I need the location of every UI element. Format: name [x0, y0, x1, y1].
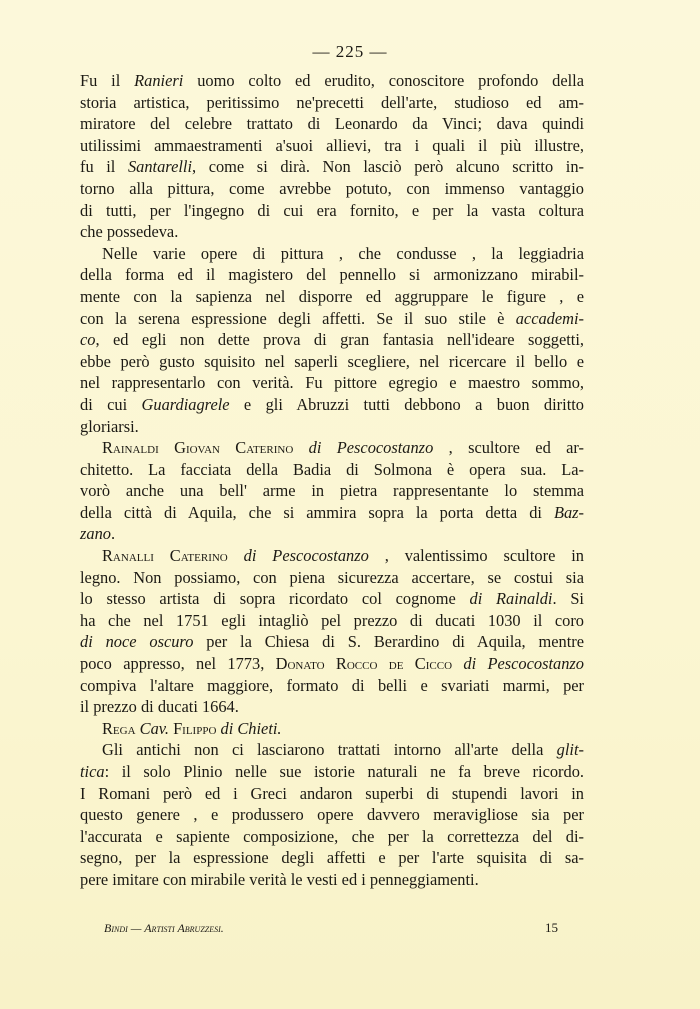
name-smallcaps: Rega: [102, 718, 136, 738]
italic-text: Ranieri: [134, 71, 184, 90]
text-line: [80, 416, 584, 438]
name-smallcaps: Donato Rocco de Cicco: [275, 654, 453, 674]
text-segment: pere imitare con mirabile verità le vesti ed i penneggiamenti.: [80, 869, 479, 889]
text-line: [80, 826, 584, 848]
text-segment: . Si: [552, 589, 584, 609]
italic-text: di Pescocostanzo: [308, 438, 434, 458]
text-segment: , ed egli non dette prova di gran fantasia nell'ideare soggetti,: [95, 330, 584, 350]
italic-text: Santarelli: [127, 157, 193, 177]
text-segment: [293, 438, 308, 457]
text-segment: con la serena espressione degli affetti. Se il suo stile è: [80, 308, 516, 328]
text-line: [80, 437, 584, 459]
text-line: [80, 394, 584, 416]
text-line: [80, 739, 584, 761]
text-segment: legno. Non possiamo, con piena sicurezza accertare, se costui sia: [80, 567, 584, 587]
italic-text: Cav.: [139, 718, 169, 738]
text-segment: e gli Abruzzi tutti debbono a buon diritto: [229, 394, 584, 414]
paragraph: [80, 739, 584, 890]
text-segment: storia artistica, peritissimo ne'precetti dell'arte, studioso ed am-: [80, 92, 584, 112]
text-line: [80, 92, 584, 114]
footer-signature: Bindi — Artisti Abruzzesi.: [104, 921, 224, 935]
paragraph: [80, 437, 584, 545]
italic-text: Baz-: [553, 502, 584, 522]
text-line: [80, 523, 584, 545]
text-line: [80, 264, 584, 286]
name-smallcaps: Ranalli Caterino: [102, 546, 228, 566]
name-smallcaps: Rainaldi Giovan Caterino: [102, 438, 294, 458]
text-line: [80, 610, 584, 632]
paragraph: [80, 70, 584, 243]
text-segment: il prezzo di ducati 1664.: [80, 697, 239, 717]
text-segment: della forma ed il magistero del pennello si armonizzano mirabil-: [80, 265, 584, 285]
text-segment: [228, 546, 244, 565]
text-line: [80, 718, 584, 740]
text-segment: torno alla pittura, come avrebbe potuto, con immenso vantaggio: [80, 178, 584, 198]
italic-text: Guardiagrele: [141, 394, 230, 414]
text-line: [80, 351, 584, 373]
text-segment: [452, 654, 463, 673]
text-segment: vorò anche una bell' arme in pietra rappresentante lo stemma: [80, 481, 584, 501]
text-line: [80, 653, 584, 675]
italic-text: di Chieti.: [220, 718, 282, 738]
text-line: [80, 135, 584, 157]
text-segment: .: [110, 524, 116, 544]
text-line: [80, 567, 584, 589]
text-line: [80, 221, 584, 243]
text-segment: miratore del celebre trattato di Leonardo da Vinci; dava quindi: [80, 114, 584, 134]
text-segment: Nelle varie opere di pittura , che condusse , la leggiadria: [102, 243, 584, 263]
paragraph: [80, 243, 584, 437]
text-segment: , come si dirà. Non lasciò però alcuno scritto in-: [192, 157, 584, 177]
text-line: [80, 156, 584, 178]
text-segment: per la Chiesa di S. Berardino di Aquila, mentre: [193, 632, 584, 652]
text-line: [80, 243, 584, 265]
text-segment: utilissimi ammaestramenti a'suoi allievi, tra i quali il più illustre,: [80, 135, 584, 155]
text-line: [80, 308, 584, 330]
text-line: [80, 459, 584, 481]
paragraph: [80, 718, 584, 740]
italic-text: tica: [80, 762, 105, 781]
text-segment: compiva l'altare maggiore, formato di belli e svariati marmi, per: [80, 675, 584, 695]
italic-text: di noce oscuro: [80, 632, 194, 652]
text-segment: : il solo Plinio nelle sue istorie naturali ne fa breve ricordo.: [104, 762, 584, 781]
text-line: [80, 286, 584, 308]
text-segment: ha che nel 1751 egli intagliò pel prezzo di ducati 1030 il coro: [80, 610, 584, 630]
text-segment: fu il: [80, 157, 128, 177]
text-segment: chitetto. La facciata della Badia di Solmona è opera sua. La-: [80, 459, 584, 479]
text-line: [80, 329, 584, 351]
text-segment: lo stesso artista di sopra ricordato col cognome: [80, 589, 470, 609]
text-segment: gloriarsi.: [80, 416, 139, 436]
text-segment: uomo colto ed erudito, conoscitore profondo della: [183, 71, 584, 90]
text-line: [80, 502, 584, 524]
text-line: [80, 675, 584, 697]
italic-text: glit-: [556, 740, 584, 760]
text-line: [80, 869, 584, 891]
text-line: [80, 372, 584, 394]
text-line: [80, 847, 584, 869]
text-segment: che possedeva.: [80, 222, 179, 242]
italic-text: di Rainaldi: [469, 589, 553, 609]
text-line: [80, 70, 584, 92]
text-segment: poco appresso, nel 1773,: [80, 654, 276, 674]
text-segment: , scultore ed ar-: [433, 438, 584, 458]
text-segment: segno, per la espressione degli affetti e per l'arte squisita di sa-: [80, 848, 584, 868]
text-segment: mente con la sapienza nel disporre ed aggruppare le figure , e: [80, 286, 584, 306]
text-segment: di cui: [80, 394, 142, 414]
text-segment: Fu il: [80, 71, 135, 90]
text-segment: della città di Aquila, che si ammira sopra la porta detta di: [80, 502, 554, 522]
text-line: [80, 545, 584, 567]
text-line: [80, 113, 584, 135]
text-line: [80, 804, 584, 826]
text-segment: nel rappresentarlo con verità. Fu pittore egregio e maestro sommo,: [80, 373, 584, 393]
text-segment: l'accurata e sapiente composizione, che per la correttezza del di-: [80, 826, 584, 846]
page-footer: [104, 920, 558, 936]
text-segment: , valentissimo scultore in: [368, 546, 584, 566]
text-segment: di tutti, per l'ingegno di cui era fornito, e per la vasta coltura: [80, 200, 584, 220]
italic-text: di Pescocostanzo: [243, 546, 369, 566]
body-text: [80, 70, 584, 891]
text-line: [80, 588, 584, 610]
page-number: — 225 —: [312, 42, 388, 61]
paragraph: [80, 545, 584, 718]
text-line: [80, 761, 584, 783]
text-segment: Gli antichi non ci lasciarono trattati intorno all'arte della: [102, 740, 557, 760]
name-smallcaps: Filippo: [173, 718, 217, 738]
italic-text: co: [80, 330, 96, 350]
text-line: [80, 631, 584, 653]
italic-text: zano: [80, 524, 111, 544]
text-segment: ebbe però gusto squisito nel saperli scegliere, nel ricercare il bello e: [80, 351, 584, 371]
footer-sheet-number: 15: [545, 920, 558, 935]
text-line: [80, 783, 584, 805]
text-segment: I Romani però ed i Greci andaron superbi di stupendi lavori in: [80, 783, 584, 803]
text-line: [80, 178, 584, 200]
text-line: [80, 696, 584, 718]
text-line: [80, 200, 584, 222]
text-segment: questo genere , e produssero opere davvero meravigliose sia per: [80, 805, 584, 825]
text-line: [80, 480, 584, 502]
italic-text: accademi-: [515, 308, 584, 328]
italic-text: di Pescocostanzo: [463, 654, 584, 674]
